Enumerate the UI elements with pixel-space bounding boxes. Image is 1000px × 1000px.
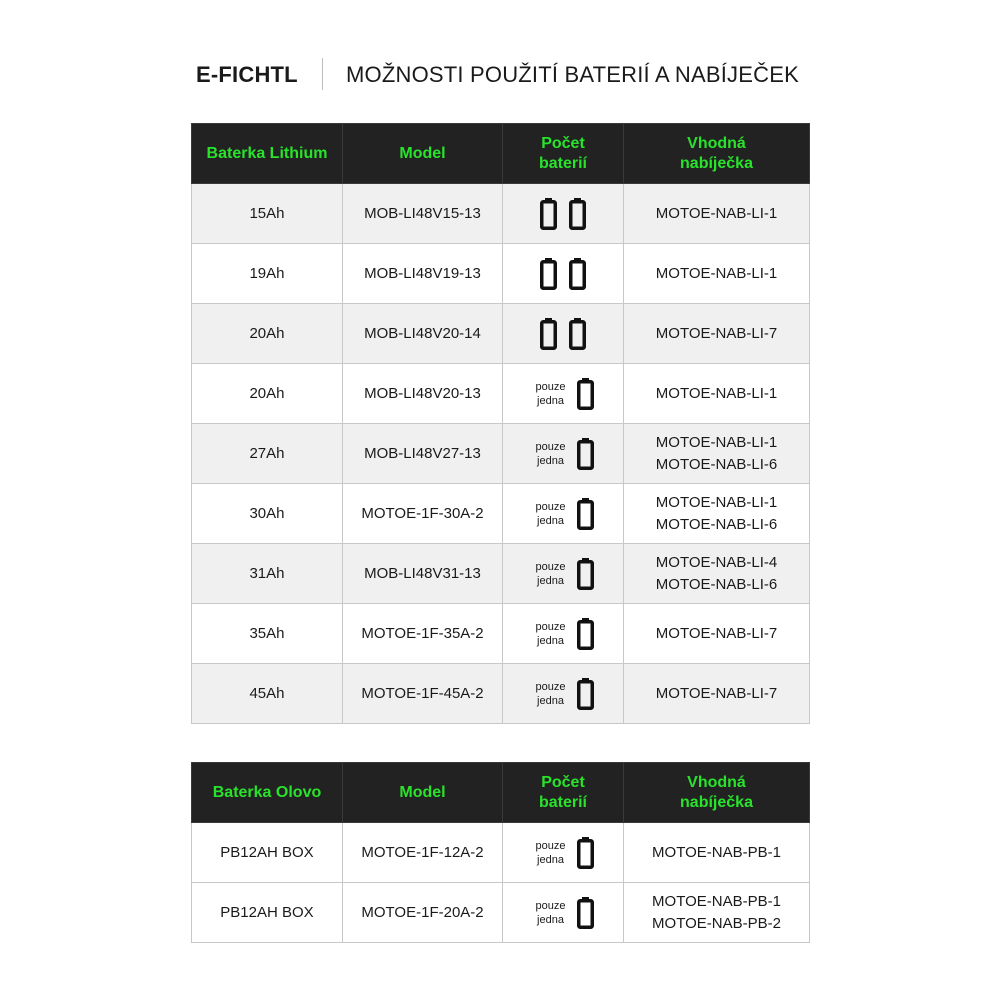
- battery-capacity: 31Ah: [192, 544, 343, 604]
- header-divider: [322, 58, 323, 90]
- battery-count: [503, 544, 624, 604]
- charger-list: [624, 823, 810, 883]
- battery-model: MOTOE-1F-12A-2: [343, 823, 503, 883]
- table-row: [192, 823, 810, 883]
- page-title: MOŽNOSTI POUŽITÍ BATERIÍ A NABÍJEČEK: [346, 62, 799, 87]
- charger-model: MOTOE-NAB-LI-6: [655, 575, 778, 593]
- battery-model: MOB-LI48V31-13: [343, 544, 503, 604]
- battery-count: [503, 604, 624, 664]
- charger-list: [624, 424, 810, 484]
- header-battery-type: Baterka Lithium: [192, 124, 343, 184]
- battery-model: MOTOE-1F-20A-2: [343, 883, 503, 943]
- battery-model: MOTOE-1F-35A-2: [343, 604, 503, 664]
- charger-model: MOTOE-NAB-PB-1: [652, 892, 781, 910]
- table-row: [192, 184, 810, 244]
- table-row: [192, 664, 810, 724]
- table-row: [192, 883, 810, 943]
- charger-list: [624, 364, 810, 424]
- battery-model: MOB-LI48V19-13: [343, 244, 503, 304]
- battery-model: MOB-LI48V27-13: [343, 424, 503, 484]
- charger-list: [624, 244, 810, 304]
- charger-list: [624, 664, 810, 724]
- battery-capacity: 20Ah: [192, 304, 343, 364]
- battery-icon: [540, 318, 557, 350]
- charger-model: MOTOE-NAB-LI-1: [655, 384, 778, 402]
- battery-icon: [540, 258, 557, 290]
- page-header: [0, 58, 1000, 94]
- lead-battery-table: [191, 762, 810, 943]
- battery-count: [503, 304, 624, 364]
- single-battery-label: pouze jedna: [535, 839, 566, 866]
- battery-capacity: PB12AH BOX: [192, 823, 343, 883]
- battery-model: MOTOE-1F-30A-2: [343, 484, 503, 544]
- battery-count: [503, 823, 624, 883]
- battery-capacity: 30Ah: [192, 484, 343, 544]
- battery-icon: [569, 258, 586, 290]
- header-charger: Vhodná nabíječka: [624, 124, 810, 184]
- battery-model: MOTOE-1F-45A-2: [343, 664, 503, 724]
- battery-icon: [569, 198, 586, 230]
- battery-icon: [577, 558, 594, 590]
- table-header-row: [192, 124, 810, 184]
- battery-icon: [577, 837, 594, 869]
- table-row: [192, 424, 810, 484]
- charger-list: [624, 883, 810, 943]
- battery-icon: [577, 618, 594, 650]
- battery-capacity: 15Ah: [192, 184, 343, 244]
- charger-model: MOTOE-NAB-LI-6: [655, 455, 778, 473]
- charger-list: [624, 544, 810, 604]
- brand-name: E-FICHTL: [196, 62, 298, 87]
- charger-model: MOTOE-NAB-PB-1: [652, 843, 781, 861]
- battery-count: [503, 244, 624, 304]
- battery-model: MOB-LI48V20-13: [343, 364, 503, 424]
- single-battery-label: pouze jedna: [535, 680, 566, 707]
- battery-capacity: 19Ah: [192, 244, 343, 304]
- header-battery-count: Počet baterií: [503, 763, 624, 823]
- header-charger: Vhodná nabíječka: [624, 763, 810, 823]
- single-battery-label: pouze jedna: [535, 440, 566, 467]
- charger-model: MOTOE-NAB-LI-1: [655, 493, 778, 511]
- table-row: [192, 604, 810, 664]
- single-battery-label: pouze jedna: [535, 620, 566, 647]
- battery-icon: [577, 498, 594, 530]
- single-battery-label: pouze jedna: [535, 899, 566, 926]
- charger-list: [624, 484, 810, 544]
- header-battery-count: Počet baterií: [503, 124, 624, 184]
- battery-capacity: 35Ah: [192, 604, 343, 664]
- charger-model: MOTOE-NAB-LI-4: [655, 553, 778, 571]
- battery-capacity: 20Ah: [192, 364, 343, 424]
- charger-model: MOTOE-NAB-LI-6: [655, 515, 778, 533]
- battery-icon: [577, 678, 594, 710]
- battery-icon: [577, 438, 594, 470]
- lithium-battery-table: [191, 123, 810, 724]
- header-battery-type: Baterka Olovo: [192, 763, 343, 823]
- charger-model: MOTOE-NAB-LI-1: [655, 204, 778, 222]
- header-model: Model: [343, 763, 503, 823]
- battery-model: MOB-LI48V15-13: [343, 184, 503, 244]
- charger-list: [624, 304, 810, 364]
- charger-model: MOTOE-NAB-PB-2: [652, 914, 781, 932]
- battery-count: [503, 664, 624, 724]
- charger-model: MOTOE-NAB-LI-7: [655, 684, 778, 702]
- battery-model: MOB-LI48V20-14: [343, 304, 503, 364]
- battery-capacity: 27Ah: [192, 424, 343, 484]
- battery-icon: [569, 318, 586, 350]
- single-battery-label: pouze jedna: [535, 560, 566, 587]
- table-row: [192, 304, 810, 364]
- battery-count: [503, 424, 624, 484]
- charger-model: MOTOE-NAB-LI-1: [655, 433, 778, 451]
- charger-list: [624, 604, 810, 664]
- single-battery-label: pouze jedna: [535, 500, 566, 527]
- battery-icon: [577, 378, 594, 410]
- table-row: [192, 244, 810, 304]
- battery-icon: [577, 897, 594, 929]
- battery-icon: [540, 198, 557, 230]
- charger-list: [624, 184, 810, 244]
- battery-count: [503, 184, 624, 244]
- charger-model: MOTOE-NAB-LI-7: [655, 324, 778, 342]
- table-header-row: [192, 763, 810, 823]
- battery-count: [503, 484, 624, 544]
- single-battery-label: pouze jedna: [535, 380, 566, 407]
- table-row: [192, 484, 810, 544]
- table-row: [192, 364, 810, 424]
- battery-capacity: PB12AH BOX: [192, 883, 343, 943]
- header-model: Model: [343, 124, 503, 184]
- battery-count: [503, 883, 624, 943]
- battery-count: [503, 364, 624, 424]
- charger-model: MOTOE-NAB-LI-7: [655, 624, 778, 642]
- table-row: [192, 544, 810, 604]
- charger-model: MOTOE-NAB-LI-1: [655, 264, 778, 282]
- battery-capacity: 45Ah: [192, 664, 343, 724]
